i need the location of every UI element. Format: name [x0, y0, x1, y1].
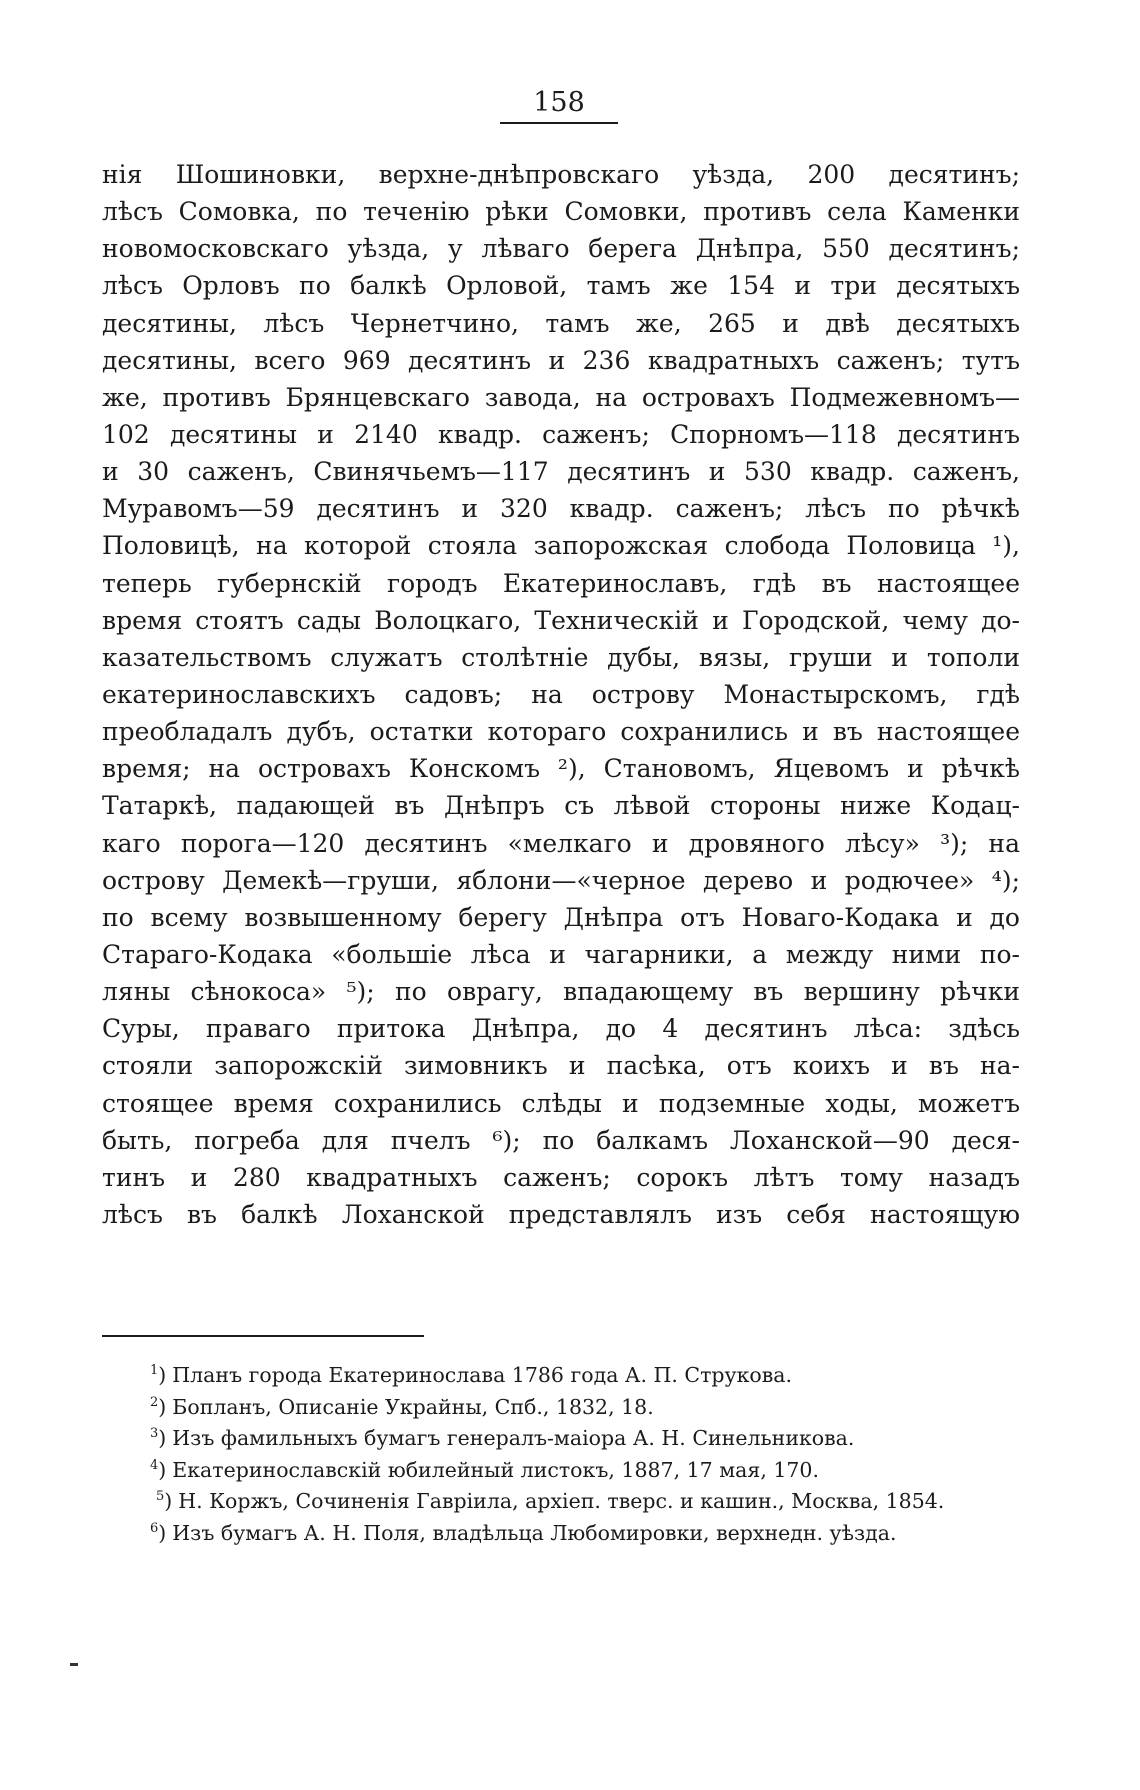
footnote [150, 1392, 1030, 1424]
text-line: лѣсъ въ балкѣ Лоханской представлялъ изъ себя настоящую [102, 1199, 1020, 1229]
text-line: каго порога—120 десятинъ «мелкаго и дровяного лѣсу» ³); на [102, 828, 1020, 858]
body-text [102, 156, 1020, 1233]
footnote [150, 1360, 1030, 1392]
scan-mark [70, 1663, 78, 1666]
text-line: новомосковскаго уѣзда, у лѣваго берега Днѣпра, 550 десятинъ; [102, 234, 1020, 264]
footnotes [150, 1360, 1030, 1549]
text-line: ляны сѣнокоса» ⁵); по оврагу, впадающему въ вершину рѣчки [102, 977, 1020, 1007]
text-line: десятины, лѣсъ Чернетчино, тамъ же, 265 и двѣ десятыхъ [102, 308, 1020, 338]
text-line: 102 десятины и 2140 квадр. саженъ; Спорномъ—118 десятинъ [102, 419, 1020, 449]
footnote-marker: $^1$) [150, 1363, 167, 1387]
text-line: лѣсъ Орловъ по балкѣ Орловой, тамъ же 154 и три десятыхъ [102, 271, 1020, 301]
text-line: десятины, всего 969 десятинъ и 236 квадратныхъ саженъ; тутъ [102, 345, 1020, 375]
footnote-text: Бопланъ, Описаніе Украйны, Спб., 1832, 18. [172, 1394, 654, 1419]
text-line: стояли запорожскій зимовникъ и пасѣка, отъ коихъ и въ на- [102, 1051, 1020, 1081]
footnote-text: Н. Коржъ, Сочиненія Гавріила, архіеп. тверс. и кашин., Москва, 1854. [178, 1489, 945, 1513]
footnote-separator [102, 1335, 424, 1337]
page-number: 158 [533, 87, 585, 118]
text-line: Татаркѣ, падающей въ Днѣпръ съ лѣвой стороны ниже Кодац- [102, 791, 1020, 821]
text-line: екатеринославскихъ садовъ; на острову Монастырскомъ, гдѣ [102, 679, 1020, 709]
footnote [150, 1455, 1030, 1487]
footnote-text: Планъ города Екатеринослава 1786 года А. П. Струкова. [172, 1363, 793, 1387]
text-line: теперь губернскій городъ Екатеринославъ, гдѣ въ настоящее [102, 568, 1020, 598]
text-line: Муравомъ—59 десятинъ и 320 квадр. саженъ; лѣсъ по рѣчкѣ [102, 494, 1020, 524]
footnote-text: Изъ фамильныхъ бумагъ генералъ-маіора А. Н. Синельникова. [172, 1426, 855, 1450]
footnote-marker: $^6$) [150, 1520, 167, 1545]
footnote-marker: $^4$) [150, 1457, 167, 1482]
footnote-text: Изъ бумагъ А. Н. Поля, владѣльца Любомировки, верхнедн. уѣзда. [172, 1520, 897, 1545]
footnote-marker: $^3$) [150, 1426, 167, 1450]
footnote [156, 1486, 1030, 1518]
text-line: казательствомъ служатъ столѣтніе дубы, вязы, груши и тополи [102, 642, 1020, 672]
footnote-text: Екатеринославскій юбилейный листокъ, 1887, 17 мая, 170. [172, 1457, 819, 1482]
text-line: время стоятъ сады Волоцкаго, Техническій и Городской, чему до- [102, 605, 1020, 635]
text-line: тинъ и 280 квадратныхъ саженъ; сорокъ лѣтъ тому назадъ [102, 1162, 1020, 1192]
text-line: стоящее время сохранились слѣды и подземные ходы, можетъ [102, 1088, 1020, 1118]
text-line: и 30 саженъ, Свинячьемъ—117 десятинъ и 530 квадр. саженъ, [102, 457, 1020, 487]
text-line: нія Шошиновки, верхне-днѣпровскаго уѣзда, 200 десятинъ; [102, 160, 1020, 189]
footnote [150, 1518, 1030, 1550]
text-line: же, противъ Брянцевскаго завода, на островахъ Подмежевномъ— [102, 382, 1020, 412]
text-line: Суры, праваго притока Днѣпра, до 4 десятинъ лѣса: здѣсь [102, 1014, 1020, 1044]
text-line: Половицѣ, на которой стояла запорожская слобода Половица ¹), [102, 531, 1020, 561]
footnote [150, 1423, 1030, 1455]
text-line: по всему возвышенному берегу Днѣпра отъ Новаго-Кодака и до [102, 902, 1020, 932]
text-line: время; на островахъ Конскомъ ²), Становомъ, Яцевомъ и рѣчкѣ [102, 754, 1020, 784]
page-number-underline [500, 122, 618, 124]
text-line: острову Демекѣ—груши, яблони—«черное дерево и родючее» ⁴); [102, 865, 1020, 895]
text-line: Стараго-Кодака «большіе лѣса и чагарники, а между ними по- [102, 939, 1020, 969]
text-line: преобладалъ дубъ, остатки котораго сохранились и въ настоящее [102, 717, 1020, 747]
footnote-marker: $^5$) [156, 1489, 173, 1513]
footnote-marker: $^2$) [150, 1394, 167, 1419]
text-line: быть, погреба для пчелъ ⁶); по балкамъ Лоханской—90 деся- [102, 1125, 1020, 1155]
text-line: лѣсъ Сомовка, по теченію рѣки Сомовки, противъ села Каменки [102, 197, 1020, 227]
